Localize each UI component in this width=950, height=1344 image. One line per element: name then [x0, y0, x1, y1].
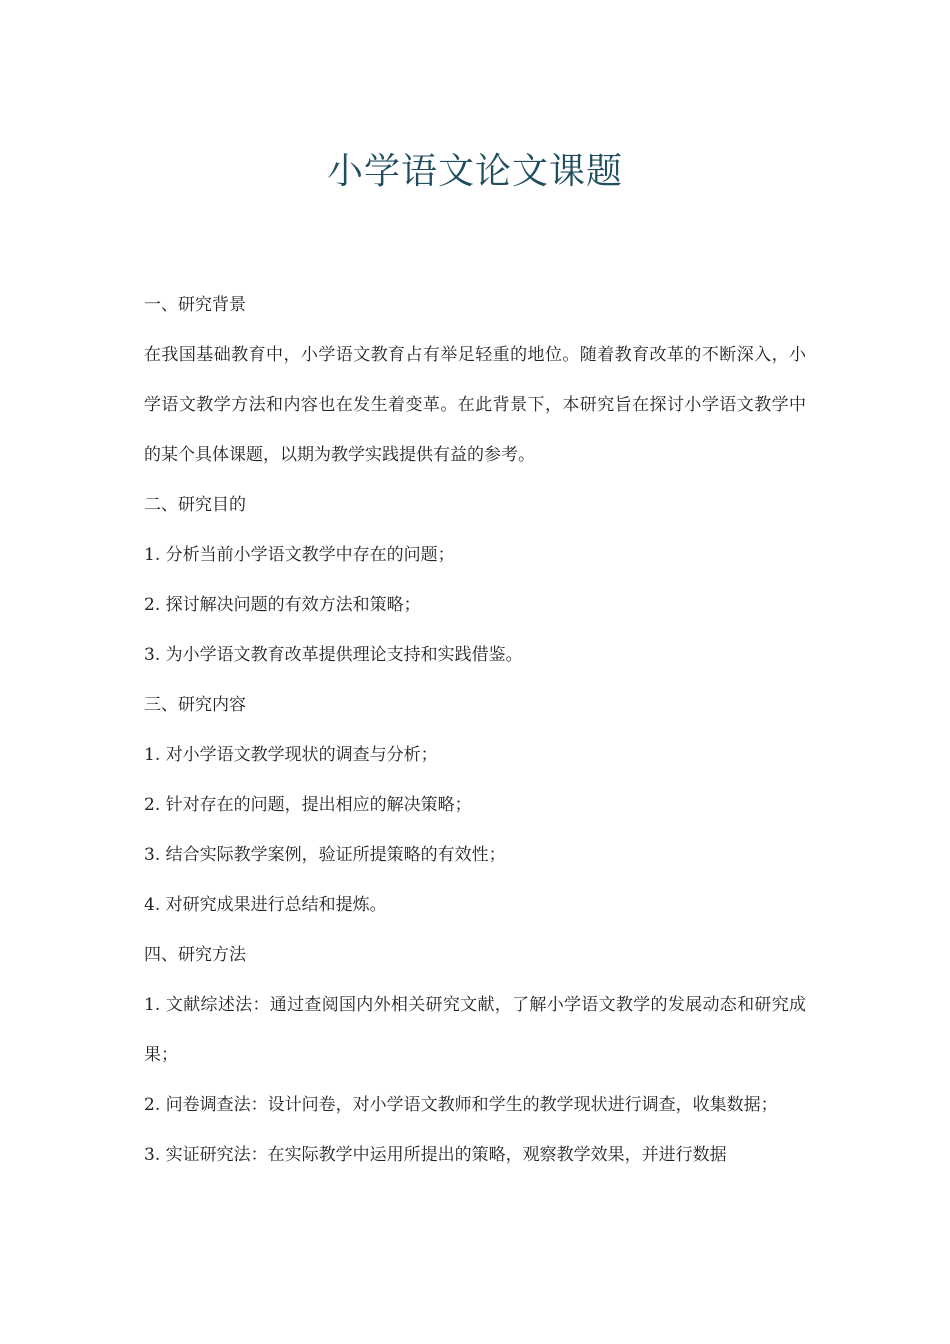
- content-item: 1. 对小学语文教学现状的调查与分析；: [144, 745, 438, 765]
- document-title: 小学语文论文课题: [326, 151, 623, 192]
- content-item: 4. 对研究成果进行总结和提炼。: [144, 895, 387, 915]
- section-heading-content: 三、研究内容: [144, 695, 246, 715]
- section-heading-background: 一、研究背景: [144, 295, 246, 315]
- purpose-item: 1. 分析当前小学语文教学中存在的问题；: [144, 545, 455, 565]
- purpose-item: 3. 为小学语文教育改革提供理论支持和实践借鉴。: [144, 645, 523, 665]
- background-paragraph: 在我国基础教育中，小学语文教育占有举足轻重的地位。随着教育改革的不断深入，小学语文教学方法和内容也在发生着变革。在此背景下，本研究旨在探讨小学语文教学中的某个具体课题，以期为教学实践提供有益的参考。: [144, 345, 806, 465]
- document-body: [144, 280, 806, 1180]
- content-item: 3. 结合实际教学案例，验证所提策略的有效性；: [144, 845, 506, 865]
- method-item: 2. 问卷调查法：设计问卷，对小学语文教师和学生的教学现状进行调查，收集数据；: [144, 1095, 778, 1115]
- content-item: 2. 针对存在的问题，提出相应的解决策略；: [144, 795, 472, 815]
- section-heading-purpose: 二、研究目的: [144, 495, 246, 515]
- method-item: 1. 文献综述法：通过查阅国内外相关研究文献，了解小学语文教学的发展动态和研究成果；: [144, 995, 806, 1065]
- section-heading-methods: 四、研究方法: [144, 945, 246, 965]
- purpose-item: 2. 探讨解决问题的有效方法和策略；: [144, 595, 421, 615]
- method-item: 3. 实证研究法：在实际教学中运用所提出的策略，观察教学效果，并进行数据: [144, 1145, 727, 1165]
